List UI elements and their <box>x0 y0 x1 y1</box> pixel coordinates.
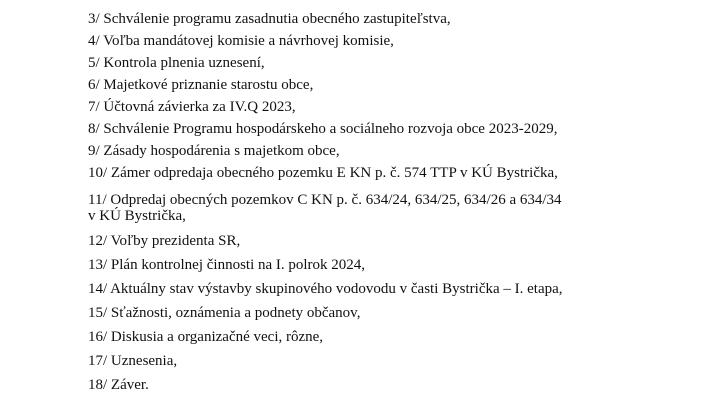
agenda-item-11-continued: v KÚ Bystrička, <box>88 208 186 224</box>
agenda-item-18: 18/ Záver. <box>88 377 149 393</box>
agenda-item-14: 14/ Aktuálny stav výstavby skupinového vodovodu v časti Bystrička – I. etapa, <box>88 281 563 297</box>
agenda-item-17: 17/ Uznesenia, <box>88 353 178 369</box>
agenda-item-3: 3/ Schválenie programu zasadnutia obecného zastupiteľstva, <box>88 11 451 27</box>
agenda-item-9: 9/ Zásady hospodárenia s majetkom obce, <box>88 143 340 159</box>
agenda-item-5: 5/ Kontrola plnenia uznesení, <box>88 55 265 71</box>
agenda-item-4: 4/ Voľba mandátovej komisie a návrhovej komisie, <box>88 33 394 49</box>
agenda-item-11: 11/ Odpredaj obecných pozemkov C KN p. č. 634/24, 634/25, 634/26 a 634/34 <box>88 192 562 208</box>
agenda-item-16: 16/ Diskusia a organizačné veci, rôzne, <box>88 329 324 345</box>
agenda-item-10: 10/ Zámer odpredaja obecného pozemku E KN p. č. 574 TTP v KÚ Bystrička, <box>88 165 558 181</box>
agenda-item-6: 6/ Majetkové priznanie starostu obce, <box>88 77 314 93</box>
agenda-item-13: 13/ Plán kontrolnej činnosti na I. polrok 2024, <box>88 257 366 273</box>
agenda-item-12: 12/ Voľby prezidenta SR, <box>88 233 241 249</box>
agenda-item-8: 8/ Schválenie Programu hospodárskeho a sociálneho rozvoja obce 2023-2029, <box>88 121 558 137</box>
agenda-item-15: 15/ Sťažnosti, oznámenia a podnety občanov, <box>88 305 361 321</box>
agenda-item-7: 7/ Účtovná závierka za IV.Q 2023, <box>88 99 296 115</box>
